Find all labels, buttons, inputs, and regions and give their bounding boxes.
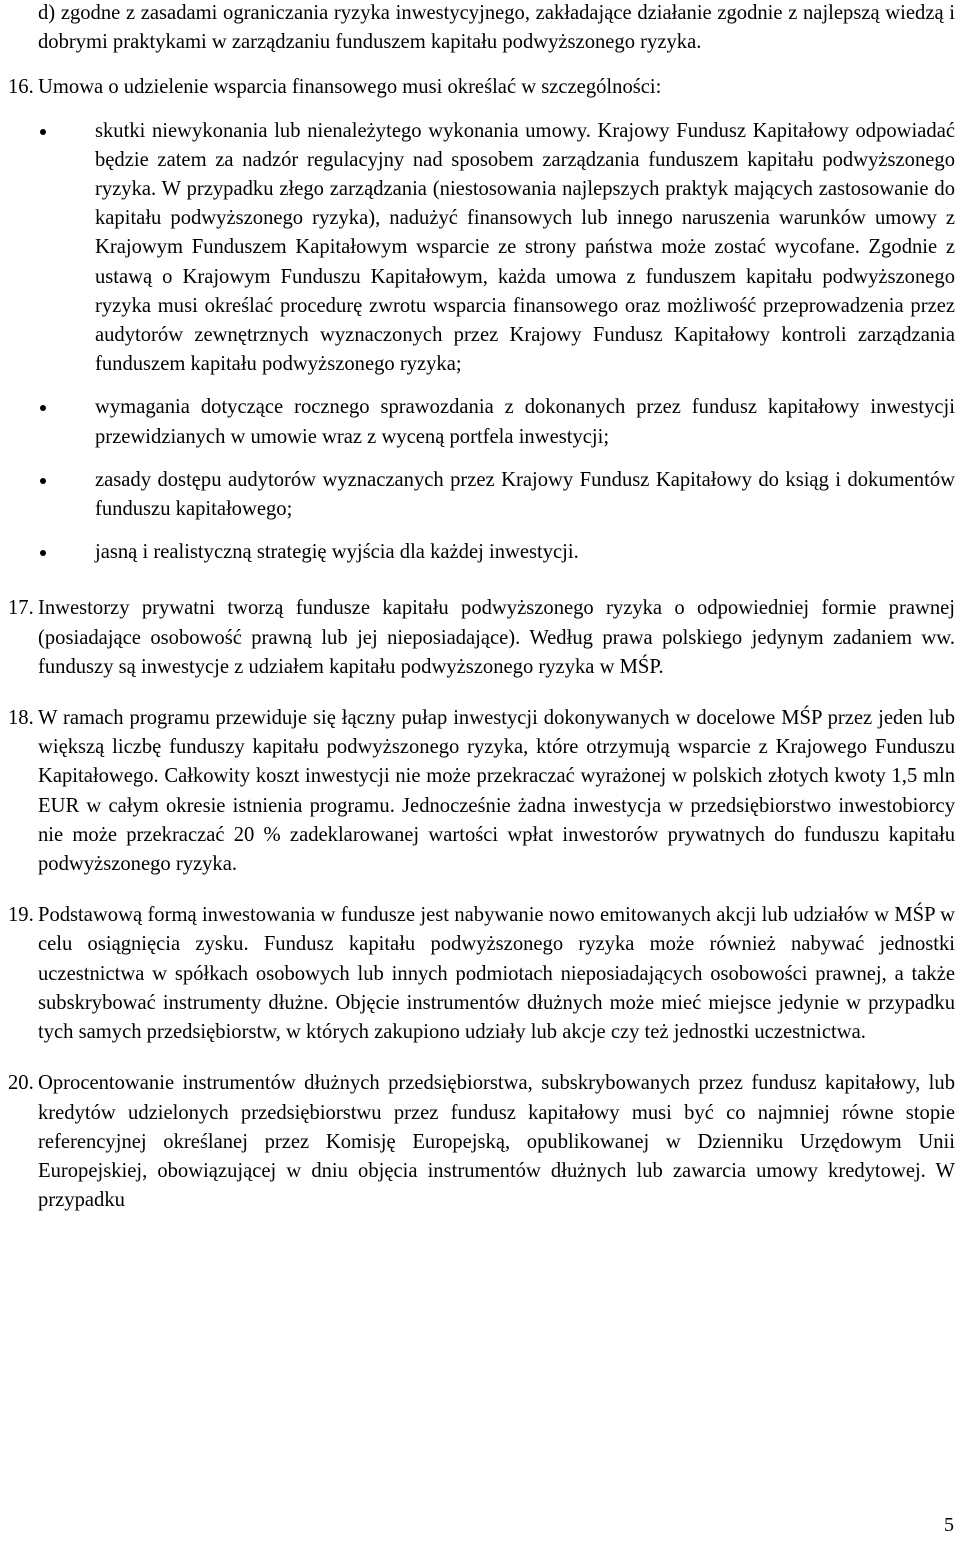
item-text: Umowa o udzielenie wsparcia finansowego musi określać w szczególności:: [38, 76, 662, 99]
bullet-dot-icon: [40, 550, 46, 556]
bullet-dot-icon: [40, 478, 46, 484]
numbered-item-18: [8, 704, 955, 879]
bullet-item: [38, 117, 955, 380]
item-number: 18.: [8, 707, 34, 730]
numbered-item-16: [8, 73, 955, 567]
page-number: 5: [944, 1514, 954, 1536]
bullet-dot-icon: [40, 405, 46, 411]
intro-paragraph: d) zgodne z zasadami ograniczania ryzyka inwestycyjnego, zakładające działanie zgodnie z najlepszą wiedzą i dobrymi praktykami w zarządzaniu funduszem kapitału podwyższonego ryzyka.: [38, 2, 955, 54]
bullet-text: zasady dostępu audytorów wyznaczanych przez Krajowy Fundusz Kapitałowy do ksiąg i dokumentów funduszu kapitałowego;: [95, 468, 955, 521]
item-text: W ramach programu przewiduje się łączny pułap inwestycji dokonywanych w docelowe MŚP przez jeden lub większą liczbę funduszy kapitału podwyższonego ryzyka, które otrzymują wsparcie z Krajowego Funduszu Kapitałowego. Całkowity koszt inwestycji nie może przekraczać wyrażonej w polskich złotych kwoty 1,5 mln EUR w całym okresie istnienia programu. Jednocześnie żadna inwestycja w przedsiębiorstwo inwestobiorcy nie może przekraczać 20 % zadeklarowanej wartości wpłat inwestorów prywatnych do funduszu kapitału podwyższonego ryzyka.: [38, 707, 955, 876]
item-number: 16.: [8, 76, 34, 99]
item-number: 17.: [8, 597, 34, 620]
numbered-item-20: [8, 1069, 955, 1215]
bullet-item: [38, 466, 955, 524]
document-page: [8, 0, 955, 1215]
item-text: Inwestorzy prywatni tworzą fundusze kapitału podwyższonego ryzyka o odpowiedniej formie prawnej (posiadające osobowość prawną lub jej nieposiadające). Według prawa polskiego jedynym zadaniem ww. funduszy są inwestycje z udziałem kapitału podwyższonego ryzyka w MŚP.: [38, 597, 955, 678]
bullet-list: [38, 117, 955, 568]
numbered-item-17: [8, 594, 955, 682]
bullet-item: [38, 393, 955, 451]
bullet-item: [38, 538, 955, 567]
item-number: 20.: [8, 1072, 34, 1095]
bullet-dot-icon: [40, 129, 46, 135]
item-text: Oprocentowanie instrumentów dłużnych przedsiębiorstwa, subskrybowanych przez fundusz kapitałowy, lub kredytów udzielonych przedsiębiorstwu przez fundusz kapitałowy musi być co najmniej równe stopie referencyjnej określanej przez Komisję Europejską, opublikowanej w Dzienniku Urzędowym Unii Europejskiej, obowiązującej w dniu objęcia instrumentów dłużnych lub zawarcia umowy kredytowej. W przypadku: [38, 1072, 955, 1212]
item-number: 19.: [8, 904, 34, 927]
item-text: Podstawową formą inwestowania w fundusze jest nabywanie nowo emitowanych akcji lub udziałów w MŚP w celu osiągnięcia zysku. Fundusz kapitału podwyższonego ryzyka może również nabywać jednostki uczestnictwa w spółkach osobowych lub innych podmiotach nieposiadających osobowości prawnej, a także subskrybować instrumenty dłużne. Objęcie instrumentów dłużnych może mieć miejsce jedynie w przypadku tych samych przedsiębiorstw, w których zakupiono udziały lub akcje czy też jednostki uczestnictwa.: [38, 904, 955, 1044]
bullet-text: skutki niewykonania lub nienależytego wykonania umowy. Krajowy Fundusz Kapitałowy odpowiadać będzie zatem za nadzór regulacyjny nad sposobem zarządzania funduszem kapitału podwyższonego ryzyka. W przypadku złego zarządzania (niestosowania najlepszych praktyk mających zastosowanie do kapitału podwyższonego ryzyka), nadużyć finansowych lub innego naruszenia warunków umowy z Krajowym Funduszem Kapitałowym wsparcie ze strony państwa może zostać wycofane. Zgodnie z ustawą o Krajowym Funduszu Kapitałowym, każda umowa z funduszem kapitału podwyższonego ryzyka musi określać procedurę zwrotu wsparcia finansowego oraz możliwość przeprowadzenia przez audytorów zewnętrznych wyznaczonych przez Krajowy Fundusz Kapitałowy kontroli zarządzania funduszem kapitału podwyższonego ryzyka;: [95, 119, 955, 376]
numbered-item-19: [8, 901, 955, 1047]
bullet-text: jasną i realistyczną strategię wyjścia dla każdej inwestycji.: [95, 541, 579, 564]
bullet-text: wymagania dotyczące rocznego sprawozdania z dokonanych przez fundusz kapitałowy inwestycji przewidzianych w umowie wraz z wyceną portfela inwestycji;: [95, 396, 955, 448]
